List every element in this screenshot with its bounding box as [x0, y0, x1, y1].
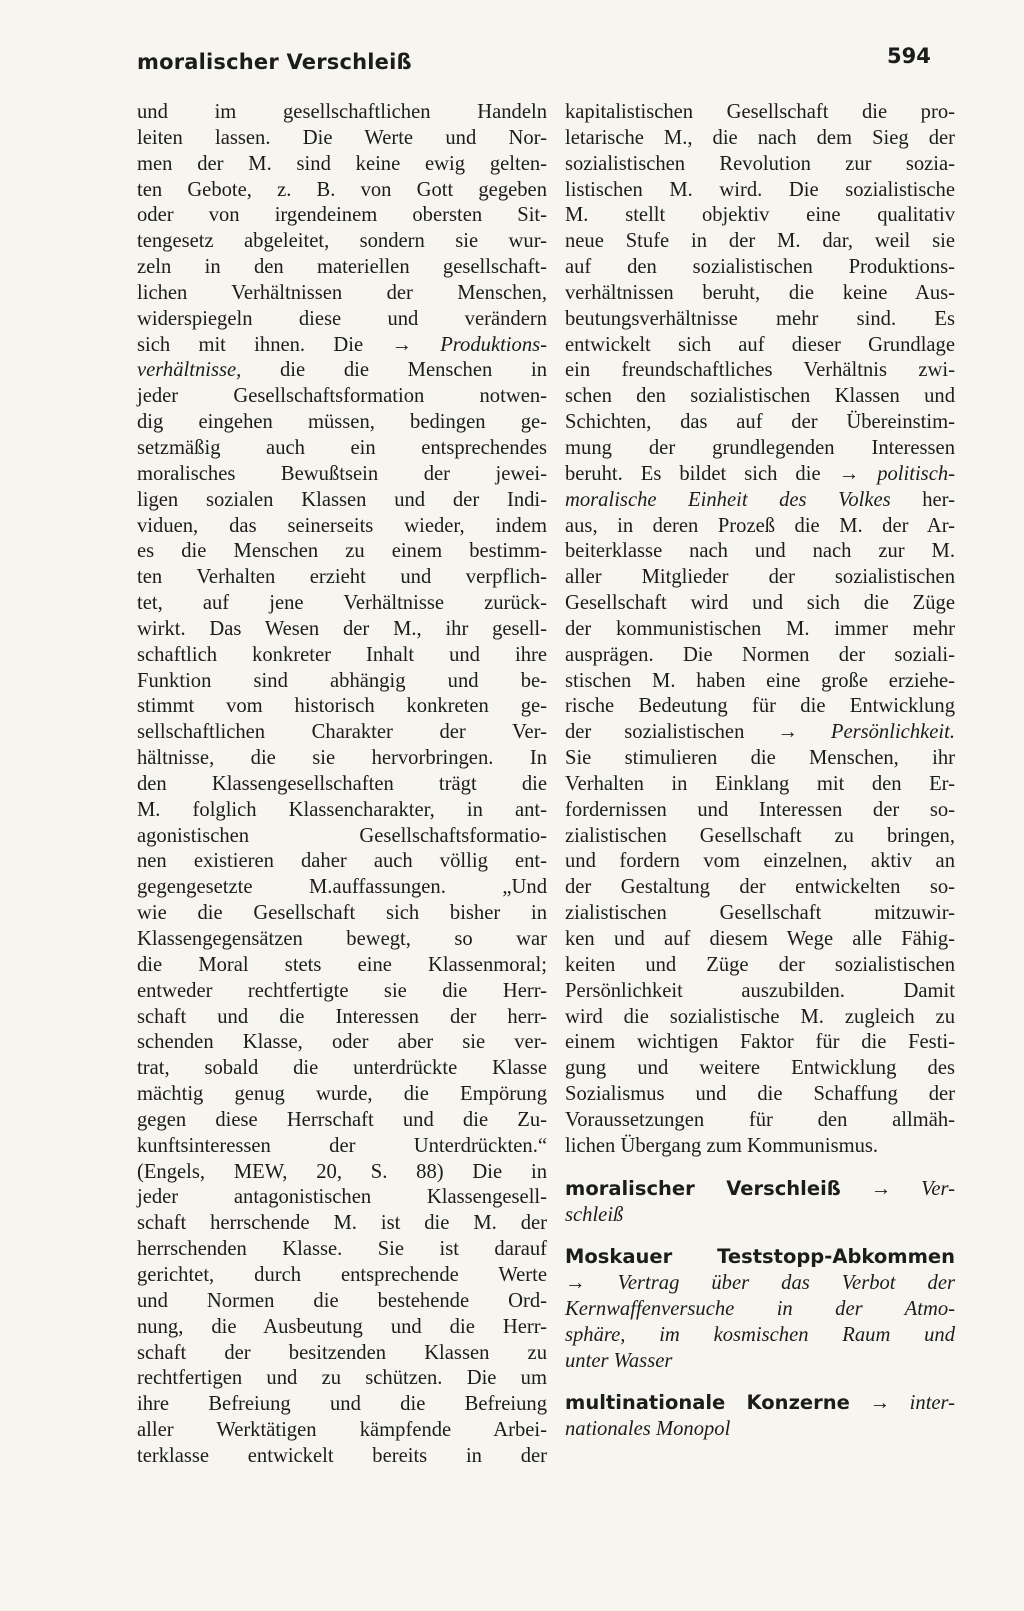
italic-text: schleiß — [565, 1203, 624, 1226]
text-line — [565, 255, 955, 281]
text-line — [137, 203, 547, 229]
text-run: sellschaftlichen Charakter der Ver- — [137, 721, 547, 744]
text-run: lichen Verhältnissen der Menschen, — [137, 281, 547, 304]
text-line — [565, 720, 955, 746]
text-line — [565, 746, 955, 772]
text-line — [137, 746, 547, 772]
text-run: fordernissen und Interessen der so- — [565, 798, 955, 821]
text-run: beruht. Es bildet sich die → — [565, 462, 878, 485]
text-line — [565, 1108, 955, 1134]
text-line — [137, 488, 547, 514]
text-run: schenden Klasse, oder aber sie ver- — [137, 1031, 547, 1054]
text-line — [565, 565, 955, 591]
text-line — [137, 1366, 547, 1392]
text-run: M. folglich Klassencharakter, in ant- — [137, 798, 547, 821]
text-line — [565, 539, 955, 565]
text-line — [137, 539, 547, 565]
text-line — [565, 100, 955, 126]
text-run: schaft herrschende M. ist die M. der — [137, 1212, 547, 1235]
text-run: ten Gebote, z. B. von Gott gegeben — [137, 178, 547, 201]
dictionary-entry — [565, 1390, 955, 1442]
text-run: und fordern vom einzelnen, aktiv an — [565, 850, 955, 873]
text-run: schaft der besitzenden Klassen zu — [137, 1341, 547, 1364]
text-run: mächtig genug wurde, die Empörung — [137, 1083, 547, 1106]
italic-text: politisch- — [877, 462, 955, 485]
text-line — [565, 953, 955, 979]
text-line — [137, 1341, 547, 1367]
text-line — [565, 901, 955, 927]
text-line — [565, 591, 955, 617]
text-line — [137, 1030, 547, 1056]
text-run: zialistischen Gesellschaft zu bringen, — [565, 824, 955, 847]
text-line — [137, 1263, 547, 1289]
text-line — [137, 384, 547, 410]
entry-line — [565, 1296, 955, 1322]
text-line — [565, 875, 955, 901]
text-run: und im gesellschaftlichen Handeln — [137, 101, 547, 123]
text-run: nen existieren daher auch völlig ent- — [137, 850, 547, 873]
text-run: tet, auf jene Verhältnisse zurück- — [137, 592, 547, 615]
text-run: trat, sobald die unterdrückte Klasse — [137, 1057, 547, 1080]
text-run: nung, die Ausbeutung und die Herr- — [137, 1315, 547, 1338]
text-line — [137, 617, 547, 643]
text-run: viduen, das seinerseits wieder, indem — [137, 514, 547, 537]
text-line — [137, 798, 547, 824]
text-run: listischen M. wird. Die sozialistische — [565, 178, 955, 201]
text-run: gung und weitere Entwicklung des — [565, 1057, 955, 1080]
text-line — [565, 617, 955, 643]
text-line — [565, 1134, 955, 1160]
text-line — [565, 1082, 955, 1108]
text-line — [565, 694, 955, 720]
text-line — [137, 1005, 547, 1031]
text-run: zialistischen Gesellschaft mitzuwir- — [565, 902, 955, 925]
italic-text: Produktions- — [440, 333, 547, 356]
text-run: her- — [890, 488, 955, 511]
text-line — [565, 643, 955, 669]
entry-term: moralischer Verschleiß — [565, 1176, 841, 1200]
text-run: hältnisse, die sie hervorbringen. In — [137, 747, 547, 770]
text-line — [565, 203, 955, 229]
entry-line — [565, 1416, 955, 1442]
text-line — [565, 436, 955, 462]
text-run: aus, in deren Prozeß die M. der Ar- — [565, 514, 955, 537]
text-line — [137, 875, 547, 901]
text-line — [137, 565, 547, 591]
text-run: lichen Übergang zum Kommunismus. — [565, 1134, 879, 1157]
text-line — [137, 591, 547, 617]
text-run: schaftlich konkreter Inhalt und ihre — [137, 643, 547, 666]
text-run: Funktion sind abhängig und be- — [137, 669, 547, 692]
text-run: stimmt vom historisch konkreten ge- — [137, 695, 547, 718]
text-line — [137, 1160, 547, 1186]
italic-text: inter- — [909, 1391, 956, 1414]
text-run: gegen diese Herrschaft und die Zu- — [137, 1108, 547, 1131]
text-line — [137, 927, 547, 953]
text-line — [137, 1211, 547, 1237]
text-line — [565, 152, 955, 178]
text-run: Sozialismus und die Schaffung der — [565, 1083, 955, 1106]
text-run: herrschenden Klasse. Sie ist darauf — [137, 1238, 547, 1261]
text-run: Schichten, das auf der Übereinstim- — [565, 411, 955, 434]
text-run: Gesellschaft wird und sich die Züge — [565, 592, 955, 615]
text-line — [565, 849, 955, 875]
text-line — [565, 384, 955, 410]
text-line — [565, 307, 955, 333]
text-run: wirkt. Das Wesen der M., ihr gesell- — [137, 617, 547, 640]
text-run: wie die Gesellschaft sich bisher in — [137, 902, 547, 925]
text-line — [565, 798, 955, 824]
text-run: men der M. sind keine ewig gelten- — [137, 152, 547, 175]
dictionary-entry — [565, 1244, 955, 1374]
text-line — [565, 1030, 955, 1056]
text-line — [137, 307, 547, 333]
text-run: Voraussetzungen für den allmäh- — [565, 1108, 955, 1131]
text-line — [137, 1444, 547, 1470]
text-run: der sozialistischen → — [565, 721, 831, 744]
text-run: ein freundschaftliches Verhältnis zwi- — [565, 359, 955, 382]
text-run: ligen sozialen Klassen und der Indi- — [137, 488, 547, 511]
text-run: verhältnissen beruht, die keine Aus- — [565, 281, 955, 304]
italic-text: → Vertrag über das Verbot der — [565, 1271, 955, 1294]
text-line — [565, 358, 955, 384]
text-line — [137, 152, 547, 178]
text-line — [137, 1289, 547, 1315]
text-run: der kommunistischen M. immer mehr — [565, 617, 955, 640]
text-run: die Moral stets eine Klassenmoral; — [137, 953, 547, 976]
text-run: wird die sozialistische M. zugleich zu — [565, 1005, 955, 1028]
text-run: den Klassengesellschaften trägt die — [137, 772, 547, 795]
text-run: oder von irgendeinem obersten Sit- — [137, 204, 547, 227]
text-line — [565, 488, 955, 514]
text-run: sich mit ihnen. Die → — [137, 333, 441, 356]
text-line — [137, 1185, 547, 1211]
text-line — [137, 1315, 547, 1341]
text-run: keiten und Züge der sozialistischen — [565, 953, 955, 976]
text-line — [137, 669, 547, 695]
text-line — [137, 1418, 547, 1444]
text-run: und Normen die bestehende Ord- — [137, 1289, 547, 1312]
text-run: neue Stufe in der M. dar, weil sie — [565, 230, 955, 253]
text-line — [137, 255, 547, 281]
entry-term: multinationale Konzerne — [565, 1390, 850, 1414]
text-line — [137, 410, 547, 436]
text-run: dig eingehen müssen, bedingen ge- — [137, 411, 547, 434]
text-run: rische Bedeutung für die Entwicklung — [565, 695, 955, 718]
text-run: gegengesetzte M.auffassungen. „Und — [137, 876, 547, 899]
page-number: 594 — [887, 44, 931, 68]
text-line — [565, 178, 955, 204]
text-line — [137, 100, 547, 126]
text-line — [565, 1005, 955, 1031]
text-line — [565, 281, 955, 307]
text-line — [565, 126, 955, 152]
text-run: ten Verhalten erzieht und verpflich- — [137, 566, 547, 589]
text-line — [137, 333, 547, 359]
text-line — [565, 333, 955, 359]
entry-line — [565, 1348, 955, 1374]
text-run: Verhalten in Einklang mit den Er- — [565, 772, 955, 795]
text-run: stischen M. haben eine große erziehe- — [565, 669, 955, 692]
text-line — [565, 229, 955, 255]
text-run: widerspiegeln diese und verändern — [137, 307, 547, 330]
text-line — [137, 178, 547, 204]
text-line — [565, 979, 955, 1005]
text-line — [137, 1082, 547, 1108]
text-run: sozialistischen Revolution zur sozia- — [565, 152, 955, 175]
text-line — [137, 358, 547, 384]
text-run: agonistischen Gesellschaftsformatio- — [137, 824, 547, 847]
text-run: beutungsverhältnisse mehr sind. Es — [565, 307, 955, 330]
text-line — [137, 514, 547, 540]
text-run: die die Menschen in — [241, 359, 547, 382]
italic-text: sphäre, im kosmischen Raum und — [565, 1323, 955, 1346]
text-run: schaft und die Interessen der herr- — [137, 1005, 547, 1028]
text-line — [565, 514, 955, 540]
entry-term: Moskauer Teststopp-Abkommen — [565, 1244, 955, 1268]
entry-line — [565, 1176, 955, 1202]
text-run: aller Mitglieder der sozialistischen — [565, 566, 955, 589]
text-run: jeder antagonistischen Klassengesell- — [137, 1186, 547, 1209]
text-line — [137, 462, 547, 488]
text-run: leiten lassen. Die Werte und Nor- — [137, 126, 547, 149]
text-line — [565, 462, 955, 488]
right-column — [565, 100, 955, 1442]
text-run: jeder Gesellschaftsformation notwen- — [137, 385, 547, 408]
text-line — [565, 824, 955, 850]
text-line — [137, 1056, 547, 1082]
text-line — [137, 849, 547, 875]
text-run: setzmäßig auch ein entsprechendes — [137, 436, 547, 459]
text-line — [565, 927, 955, 953]
text-line — [137, 1134, 547, 1160]
text-run: Klassengegensätzen bewegt, so war — [137, 928, 547, 950]
text-run: beiterklasse nach und nach zur M. — [565, 540, 955, 563]
text-line — [137, 1108, 547, 1134]
italic-text: unter Wasser — [565, 1349, 673, 1372]
text-line — [137, 436, 547, 462]
text-run: mung der grundlegenden Interessen — [565, 436, 955, 459]
text-run: tengesetz abgeleitet, sondern sie wur- — [137, 230, 547, 253]
text-line — [137, 979, 547, 1005]
text-line — [565, 410, 955, 436]
text-run: entweder rechtfertigte sie die Herr- — [137, 979, 547, 1002]
text-run: kapitalistischen Gesellschaft die pro- — [565, 101, 955, 123]
entry-term-line — [565, 1244, 955, 1270]
text-run: → — [840, 1177, 922, 1200]
text-run: entwickelt sich auf dieser Grundlage — [565, 333, 955, 356]
text-line — [137, 1237, 547, 1263]
entry-line — [565, 1202, 955, 1228]
text-run: letarische M., die nach dem Sieg der — [565, 126, 955, 149]
italic-text: nationales Monopol — [565, 1417, 731, 1440]
text-run: Sie stimulieren die Menschen, ihr — [565, 747, 955, 770]
text-run: → — [849, 1391, 910, 1414]
text-line — [137, 901, 547, 927]
text-run: gerichtet, durch entsprechende Werte — [137, 1263, 547, 1286]
dictionary-entries — [565, 1176, 955, 1442]
text-run: es die Menschen zu einem bestimm- — [137, 540, 547, 563]
dictionary-entry — [565, 1176, 955, 1228]
text-line — [137, 126, 547, 152]
italic-text: moralische Einheit des Volkes — [565, 488, 891, 511]
italic-text: Persönlichkeit. — [830, 721, 955, 744]
text-run: ausprägen. Die Normen der soziali- — [565, 643, 955, 666]
text-run: M. stellt objektiv eine qualitativ — [565, 204, 955, 227]
italic-text: verhältnisse, — [137, 359, 242, 382]
text-line — [137, 1392, 547, 1418]
text-run: rechtfertigen und zu schützen. Die um — [137, 1367, 547, 1390]
text-run: ken und auf diesem Wege alle Fähig- — [565, 928, 955, 950]
text-run: kunftsinteressen der Unterdrückten.“ — [137, 1134, 547, 1157]
right-column-body — [565, 100, 955, 1160]
running-head-term: moralischer Verschleiß — [137, 50, 412, 74]
text-run: Persönlichkeit auszubilden. Damit — [565, 979, 955, 1002]
text-line — [565, 772, 955, 798]
text-run: aller Werktätigen kämpfende Arbei- — [137, 1419, 547, 1442]
text-line — [565, 1056, 955, 1082]
text-run: (Engels, MEW, 20, S. 88) Die in — [137, 1160, 547, 1183]
text-line — [137, 643, 547, 669]
text-run: schen den sozialistischen Klassen und — [565, 385, 955, 408]
text-line — [137, 772, 547, 798]
text-line — [565, 669, 955, 695]
text-line — [137, 953, 547, 979]
entry-line — [565, 1270, 955, 1296]
text-line — [137, 720, 547, 746]
text-run: zeln in den materiellen gesellschaft- — [137, 256, 547, 279]
entry-line — [565, 1390, 955, 1416]
text-line — [137, 281, 547, 307]
entry-line — [565, 1322, 955, 1348]
text-line — [137, 694, 547, 720]
text-line — [137, 824, 547, 850]
text-run: einem wichtigen Faktor für die Festi- — [565, 1031, 955, 1054]
text-run: moralisches Bewußtsein der jewei- — [137, 462, 547, 485]
left-column — [137, 100, 547, 1470]
italic-text: Kernwaffenversuche in der Atmo- — [565, 1297, 955, 1320]
text-run: der Gestaltung der entwickelten so- — [565, 876, 955, 899]
italic-text: Ver- — [921, 1177, 955, 1200]
text-run: terklasse entwickelt bereits in der — [137, 1444, 547, 1467]
text-run: auf den sozialistischen Produktions- — [565, 256, 955, 279]
text-line — [137, 229, 547, 255]
text-run: ihre Befreiung und die Befreiung — [137, 1393, 547, 1416]
